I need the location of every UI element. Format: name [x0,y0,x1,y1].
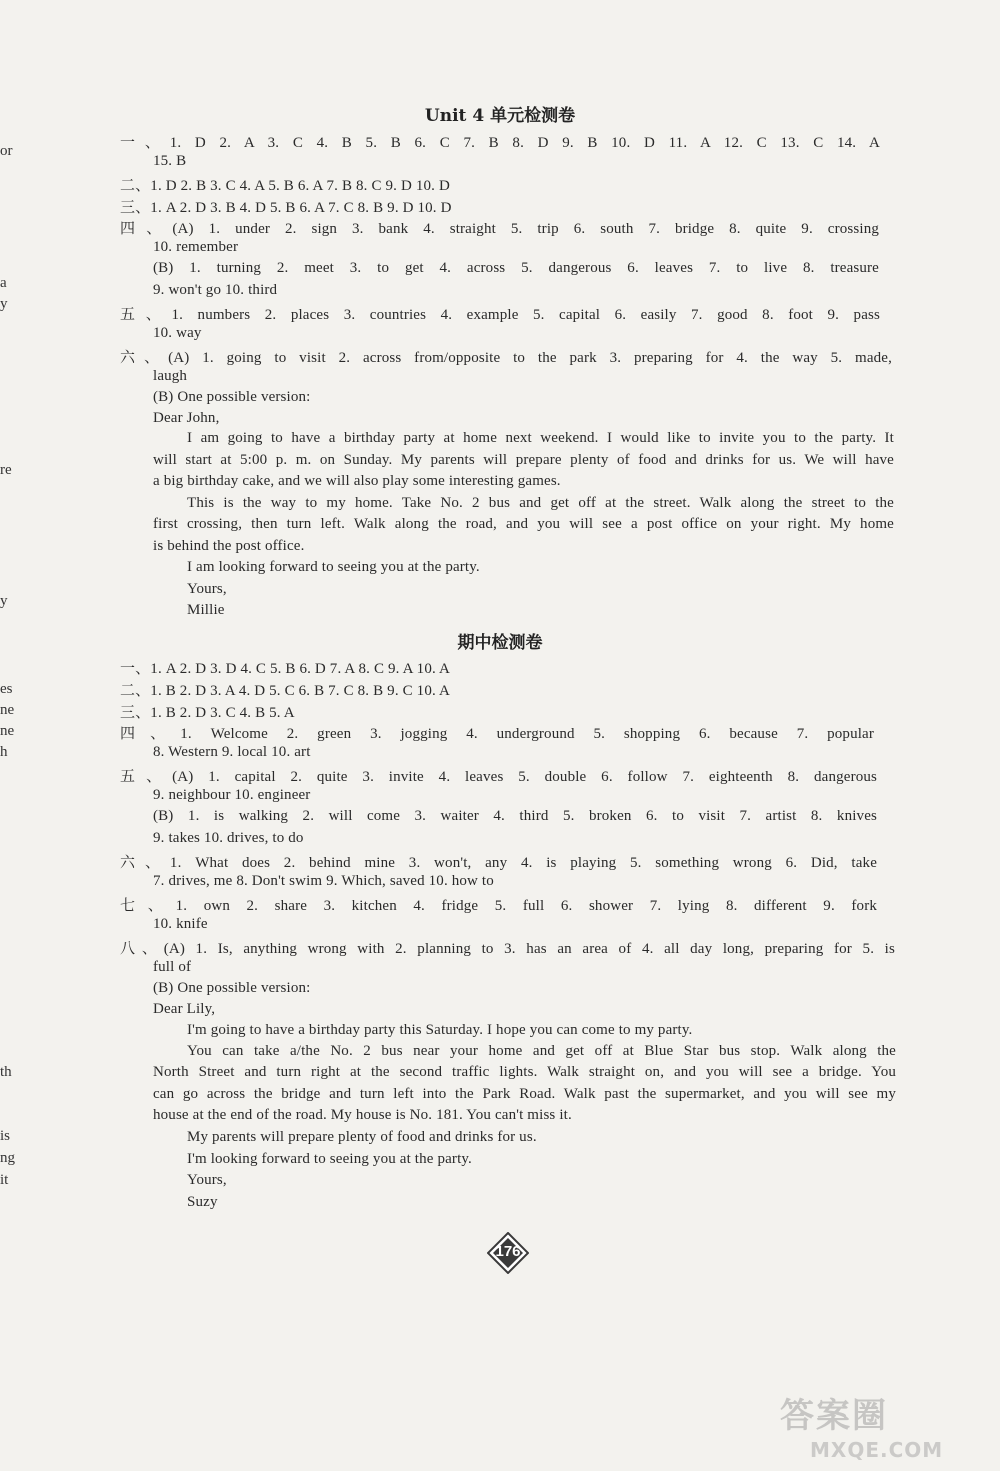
margin-fragment: ne [0,702,15,718]
answer-line: 8. Western 9. local 10. art [153,744,311,760]
margin-fragment: ne [0,723,15,739]
margin-fragment: a [0,275,7,291]
watermark-url: MXQE.COM [810,1438,944,1462]
answer-line: 10. remember [153,239,239,255]
margin-fragment: es [0,681,13,697]
watermark-logo: 答案圈 [780,1396,888,1436]
margin-fragment: y [0,593,8,609]
answer-line: full of [153,959,192,975]
answer-line: This is the way to my home. Take No. 2 bus and get off at the street. Walk along the street to the [187,495,894,511]
answer-line: 五、(A) 1. capital 2. quite 3. invite 4. leaves 5. double 6. follow 7. eighteenth 8. dangerous [120,769,877,785]
answer-line: 15. B [153,153,187,169]
answer-line: (B) 1. is walking 2. will come 3. waiter 4. third 5. broken 6. to visit 7. artist 8. knives [153,808,877,824]
answer-line: 三、1. B 2. D 3. C 4. B 5. A [120,705,295,721]
margin-fragment: re [0,462,12,478]
answer-line: 六、(A) 1. going to visit 2. across from/opposite to the park 3. preparing for 4. the way 5. made, [120,350,892,366]
answer-line: 七、1. own 2. share 3. kitchen 4. fridge 5. full 6. shower 7. lying 8. different 9. fork [120,898,877,914]
answer-line: Suzy [187,1194,218,1210]
answer-line: a big birthday cake, and we will also play some interesting games. [153,473,561,489]
answer-line: I'm going to have a birthday party this Saturday. I hope you can come to my party. [187,1022,693,1038]
answer-line: North Street and turn right at the second traffic lights. Walk straight on, and you will see a bridge. You [153,1064,896,1080]
answer-line: 四、(A) 1. under 2. sign 3. bank 4. straight 5. trip 6. south 7. bridge 8. quite 9. crossing [120,221,879,237]
answer-line: Dear John, [153,410,220,426]
margin-fragment: it [0,1172,9,1188]
answer-line: Millie [187,602,225,618]
answer-line: 八、(A) 1. Is, anything wrong with 2. planning to 3. has an area of 4. all day long, preparing for 5. is [120,941,895,957]
margin-fragment: th [0,1064,12,1080]
answer-line: 10. knife [153,916,208,932]
answer-line: 9. takes 10. drives, to do [153,830,304,846]
answer-line: You can take a/the No. 2 bus near your home and get off at Blue Star bus stop. Walk along the [187,1043,896,1059]
margin-fragment: h [0,744,8,760]
answer-line: I am going to have a birthday party at home next weekend. I would like to invite you to the party. It [187,430,894,446]
answer-line: 9. neighbour 10. engineer [153,787,311,803]
answer-line: I am looking forward to seeing you at the party. [187,559,480,575]
answer-line: 二、1. D 2. B 3. C 4. A 5. B 6. A 7. B 8. C 9. D 10. D [120,178,450,194]
answer-line: 六、1. What does 2. behind mine 3. won't, any 4. is playing 5. something wrong 6. Did, take [120,855,877,871]
answer-line: will start at 5:00 p. m. on Sunday. My parents will prepare plenty of food and drinks for us. We will have [153,452,894,468]
answer-line: Yours, [187,1172,227,1188]
answer-line: I'm looking forward to seeing you at the party. [187,1151,472,1167]
answer-line: 三、1. A 2. D 3. B 4. D 5. B 6. A 7. C 8. B 9. D 10. D [120,200,452,216]
answer-line: 一、1. D 2. A 3. C 4. B 5. B 6. C 7. B 8. D 9. B 10. D 11. A 12. C 13. C 14. A [120,135,880,151]
margin-fragment: ng [0,1150,15,1166]
answer-line: 10. way [153,325,202,341]
answer-line: is behind the post office. [153,538,305,554]
answer-line: Dear Lily, [153,1001,216,1017]
answer-line: 五、1. numbers 2. places 3. countries 4. example 5. capital 6. easily 7. good 8. foot 9. pass [120,307,880,323]
answer-line: 一、1. A 2. D 3. D 4. C 5. B 6. D 7. A 8. C 9. A 10. A [120,661,450,677]
answer-line: laugh [153,368,188,384]
answer-line: 9. won't go 10. third [153,282,278,298]
margin-fragment: or [0,143,13,159]
answer-line: 四、1. Welcome 2. green 3. jogging 4. underground 5. shopping 6. because 7. popular [120,726,874,742]
answer-line: can go across the bridge and turn left into the Park Road. Walk past the supermarket, and you will see my [153,1086,896,1102]
answer-line: 二、1. B 2. D 3. A 4. D 5. C 6. B 7. C 8. B 9. C 10. A [120,683,450,699]
midterm-title: 期中检测卷 [457,633,543,653]
page-number-badge [487,1232,529,1274]
answer-line: first crossing, then turn left. Walk along the road, and you will see a post office on your right. My home [153,516,894,532]
unit4-title: Unit 4 单元检测卷 [424,106,576,126]
answer-line: Yours, [187,581,227,597]
answer-line: (B) 1. turning 2. meet 3. to get 4. across 5. dangerous 6. leaves 7. to live 8. treasure [153,260,879,276]
answer-line: (B) One possible version: [153,980,311,996]
answer-line: My parents will prepare plenty of food and drinks for us. [187,1129,537,1145]
margin-fragment: is [0,1128,11,1144]
answer-line: 7. drives, me 8. Don't swim 9. Which, saved 10. how to [153,873,494,889]
answer-line: house at the end of the road. My house is No. 181. You can't miss it. [153,1107,572,1123]
answer-line: (B) One possible version: [153,389,311,405]
page-number: 176 [495,1243,521,1260]
margin-fragment: y [0,296,8,312]
